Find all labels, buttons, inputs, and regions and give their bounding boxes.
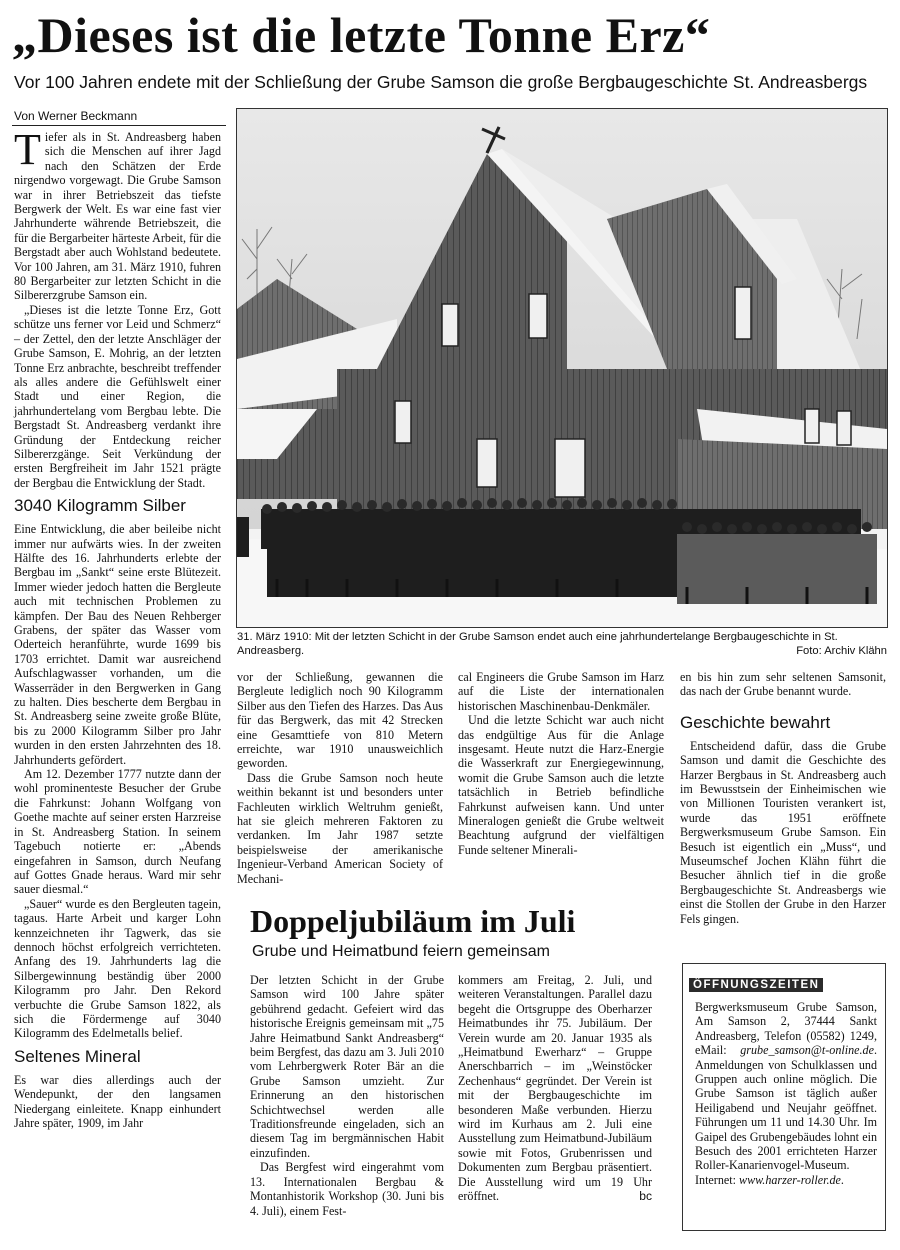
byline-divider: [12, 125, 226, 126]
email-link[interactable]: grube_samson@t-online.de: [740, 1043, 874, 1058]
intro-paragraph: [14, 125, 221, 303]
info-text-1: Bergwerksmuseum Grube Samson, Am Samson 2, 37444 Sankt Andreasberg, Telefon (05582) 1249, eMail:: [695, 1000, 877, 1058]
section-subtitle-jubilaeum: Grube und Heimatbund feiern gemeinsam: [252, 943, 550, 960]
caption-text: 31. März 1910: Mit der letzten Schicht in der Grube Samson endet auch eine jahrhundertelange Bergbaugeschichte in St. Andreasberg.: [237, 631, 838, 657]
historic-photo: [236, 108, 888, 628]
info-text-3: .: [840, 1172, 844, 1187]
paragraph: „Dieses ist die letzte Tonne Erz, Gott schütze uns ferner vor Leid und Schmerz“ – der Zettel, den der letzte Anschläger der Grube Samson, E. Mohrig, an der letzten Tonne Erz anbrachte, beschreibt treffender als alles andere die Gefühlswelt einer Stadt und einer Region, die jahrhundertelang vom Bergbau lebte. Die Bergstadt St. Andreasberg verdankt ihre Gründung der Entdeckung reicher Silbererzgänge. Seit Verkündung der ersten Bergfreiheit im Jahr 1521 prägte der Bergbau die Entwicklung der Stadt.: [14, 302, 221, 490]
paragraph: Das Bergfest wird eingerahmt vom 13. Internationalen Bergbau & Montanhistorik Workshop (30. Juni bis 4. Juli), einem Fest-: [250, 1160, 444, 1218]
paragraph: [458, 973, 652, 1204]
paragraph: vor der Schließung, gewannen die Bergleute lediglich noch 90 Kilogramm Silber aus den Tiefen des Harzes. Das Aus für das Bergwerk, das mit 42 Strecken eine Gesamttiefe von 810 Metern erreichte, war 1910 unausweichlich geworden.: [237, 670, 443, 771]
paragraph-text: kommers am Freitag, 2. Juli, und weiteren Veranstaltungen. Parallel dazu begeht die Ortsgruppe des Oberharzer Heimatbundes ihr 75. Jubiläum. Der Verein wurde am 20. Januar 1935 als „Heimatbund Ewerharz“ – Gruppe Anerschbarrich – im „Weinstöcker Zechenhaus“ gegründet. Der Verein ist mit der Bergbaugeschichte im besonderen Maße verbunden. Hierzu wird im Kurhaus am 2. Juli eine Ausstellung zum Heimatbund-Jubiläum sowie mit Fotos, Grubenrissen und Dokumenten zum Bergbau präsentiert. Die Ausstellung wird um 19 Uhr eröffnet.: [458, 973, 652, 1204]
paragraph: Und die letzte Schicht war auch nicht das endgültige Aus für die Anlage insgesamt. Heute nutzt die Harz-Energie die Wasserkraft zur Energiegewinnung, womit die Grube Samson auch die letzte tatsächlich in Betrieb befindliche Fahrkunst aufweisen kann. Und unter Mineralogen genießt die Grube weltweit Beachtung aufgrund der vielfältigen Funde seltener Minerali-: [458, 713, 664, 857]
jubilaeum-column-2: [458, 973, 652, 1204]
paragraph: Der letzten Schicht in der Grube Samson wird 100 Jahre später gebührend gedacht. Gefeiert wird das historische Ereignis gemeinsam mit „75 Jahre Heimatbund Sankt Andreasberg“ beim Bergfest, das dazu am 3. Juli 2010 vom Lehrbergwerk Roter Bär an die Grube Samson umzieht. Zur Erinnerung an den historischen Schichtwechsel werden alle Traditionsfreunde eingeladen, sich an diesem Tag im bergmännischen Habit einzufinden.: [250, 973, 444, 1160]
paragraph: cal Engineers die Grube Samson im Harz auf die Liste der internationalen historischen Maschinenbau-Denkmäler.: [458, 670, 664, 713]
paragraph: „Sauer“ wurde es den Bergleuten tagein, tagaus. Harte Arbeit und karger Lohn kennzeichneten ihr Tagwerk, das sie dennoch höchst erfolgreich verrichteten. Anfang des 19. Jahrhunderts lag die Silbergewinnung beständig über 2000 Kilogramm pro Jahr. Den Rekord verbuchte die Grube Samson 1822, als sich die Fördermenge auf 3040 Kilogramm des Edelmetalls belief.: [14, 896, 221, 1041]
drop-cap: T: [14, 125, 41, 174]
mine-building-photo: [237, 109, 887, 627]
article-column-4: [680, 670, 886, 926]
section-heading: 3040 Kilogramm Silber: [14, 496, 186, 516]
article-column-2: [237, 670, 443, 886]
article-column-3: [458, 670, 664, 857]
intro-text: iefer als in St. Andreasberg haben sich die Menschen auf ihrer Jagd nach den Schätzen der Erde nirgendwo vorgewagt. Die Grube Samson war in ihrer Betriebszeit das tiefste Bergwerk der Welt. Es war eine fast vier Jahrhunderte währende Betriebszeit, die für die Bergarbeiter härteste Arbeit, für die Bergstadt aber auch Wohlstand bedeutete. Vor 100 Jahren, am 31. März 1910, fuhren 80 Bergarbeiter zur letzten Schicht in die Silbererzgrube Samson ein.: [14, 130, 221, 303]
article-column-1: [14, 125, 221, 1130]
byline: Von Werner Beckmann: [14, 109, 138, 123]
paragraph: Am 12. Dezember 1777 nutzte dann der wohl prominenteste Besucher der Grube die Fahrkunst: Johann Wolfgang von Goethe machte auf seiner ersten Harzreise in St. Andreasberg Station. In seinem Tagebuch notierte er: „Abends eingefahren in Samson, durch Neufang auf Gottes Gnade heraus. Ward mir sehr sauer diesmal.“: [14, 767, 221, 897]
paragraph: Entscheidend dafür, dass die Grube Samson und damit die Geschichte des Harzer Bergbaus in St. Andreasberg auch im Bewusstsein der Einheimischen wie von Millionen Touristen verankert ist, wurde das 1951 eröffnete Bergwerksmuseum Grube Samson. Ein Besuch ist eigentlich ein „Muss“, und Museumschef Jochen Klähn führt die Besucher ähnlich tief in die große Bergbaugeschichte St. Andreasbergs wie einst die Stollen der Grube in den Harzer Fels gingen.: [680, 738, 886, 926]
section-heading: Seltenes Mineral: [14, 1046, 141, 1066]
author-signature: bc: [639, 1189, 652, 1204]
paragraph: Dass die Grube Samson noch heute weithin bekannt ist und besonders unter Fachleuten wirklich Weltruhm genießt, hat sie gleich mehreren Faktoren zu verdanken. Im Jahr 1987 setzte beispielsweise der amerikanische Ingenieur-Verband American Society of Mechani-: [237, 770, 443, 886]
paragraph: en bis hin zum sehr seltenen Samsonit, das nach der Grube benannt wurde.: [680, 670, 886, 699]
headline: „Dieses ist die letzte Tonne Erz“: [12, 7, 711, 63]
paragraph: Es war dies allerdings auch der Wendepunkt, der den langsamen Niedergang einleitete. Knapp einhundert Jahre später, 1909, im Jahr: [14, 1072, 221, 1130]
section-heading: Geschichte bewahrt: [680, 712, 831, 732]
photo-caption: [237, 630, 887, 658]
paragraph: Eine Entwicklung, die aber beileibe nicht immer nur aufwärts wies. In der zweiten Hälfte des 16. Jahrhunderts erlebte der Bergbau im „Sankt“ seine erste Blütezeit. Immer wieder jedoch hatten die Bergleute auch mit technischen Problemen zu kämpfen. Der Bau des Neuen Rehberger Grabens, der später das Wasser vom Oderteich heranführte, wurde 1699 bis 1703 errichtet. Damit war ausreichend Aufschlagwasser vorhanden, um die Wasserräder in den Bergwerken in Gang zu halten. Dies bescherte dem Bergbau in St. Andreasberg seine zweite große Blüte, bis zu 2000 Kilogramm Silber pro Jahr wurden in den ersten Jahrzehnten des 18. Jahrhunderts gefördert.: [14, 522, 221, 767]
info-box-label: ÖFFNUNGSZEITEN: [689, 978, 823, 992]
info-text-2: . Anmeldungen von Schulklassen und Gruppen auch online möglich. Die Grube Samson ist täglich außer Heiligabend und Neujahr geöffnet. Führungen um 11 und 14.30 Uhr. Im Gaipel des Grubengebäudes lohnt ein Besuch des 2001 errichteten Harzer Roller-Kanarienvogel-Museum. Internet:: [695, 1043, 877, 1187]
info-box-text: [695, 1000, 877, 1187]
subheadline: Vor 100 Jahren endete mit der Schließung der Grube Samson die große Bergbaugeschichte St. Andreasbergs: [14, 72, 868, 92]
website-link[interactable]: www.harzer-roller.de: [739, 1172, 841, 1187]
opening-hours-box: [682, 963, 886, 1231]
section-title-jubilaeum: Doppeljubiläum im Juli: [250, 903, 576, 939]
jubilaeum-column-1: [250, 973, 444, 1218]
photo-credit: Foto: Archiv Klähn: [796, 645, 887, 657]
